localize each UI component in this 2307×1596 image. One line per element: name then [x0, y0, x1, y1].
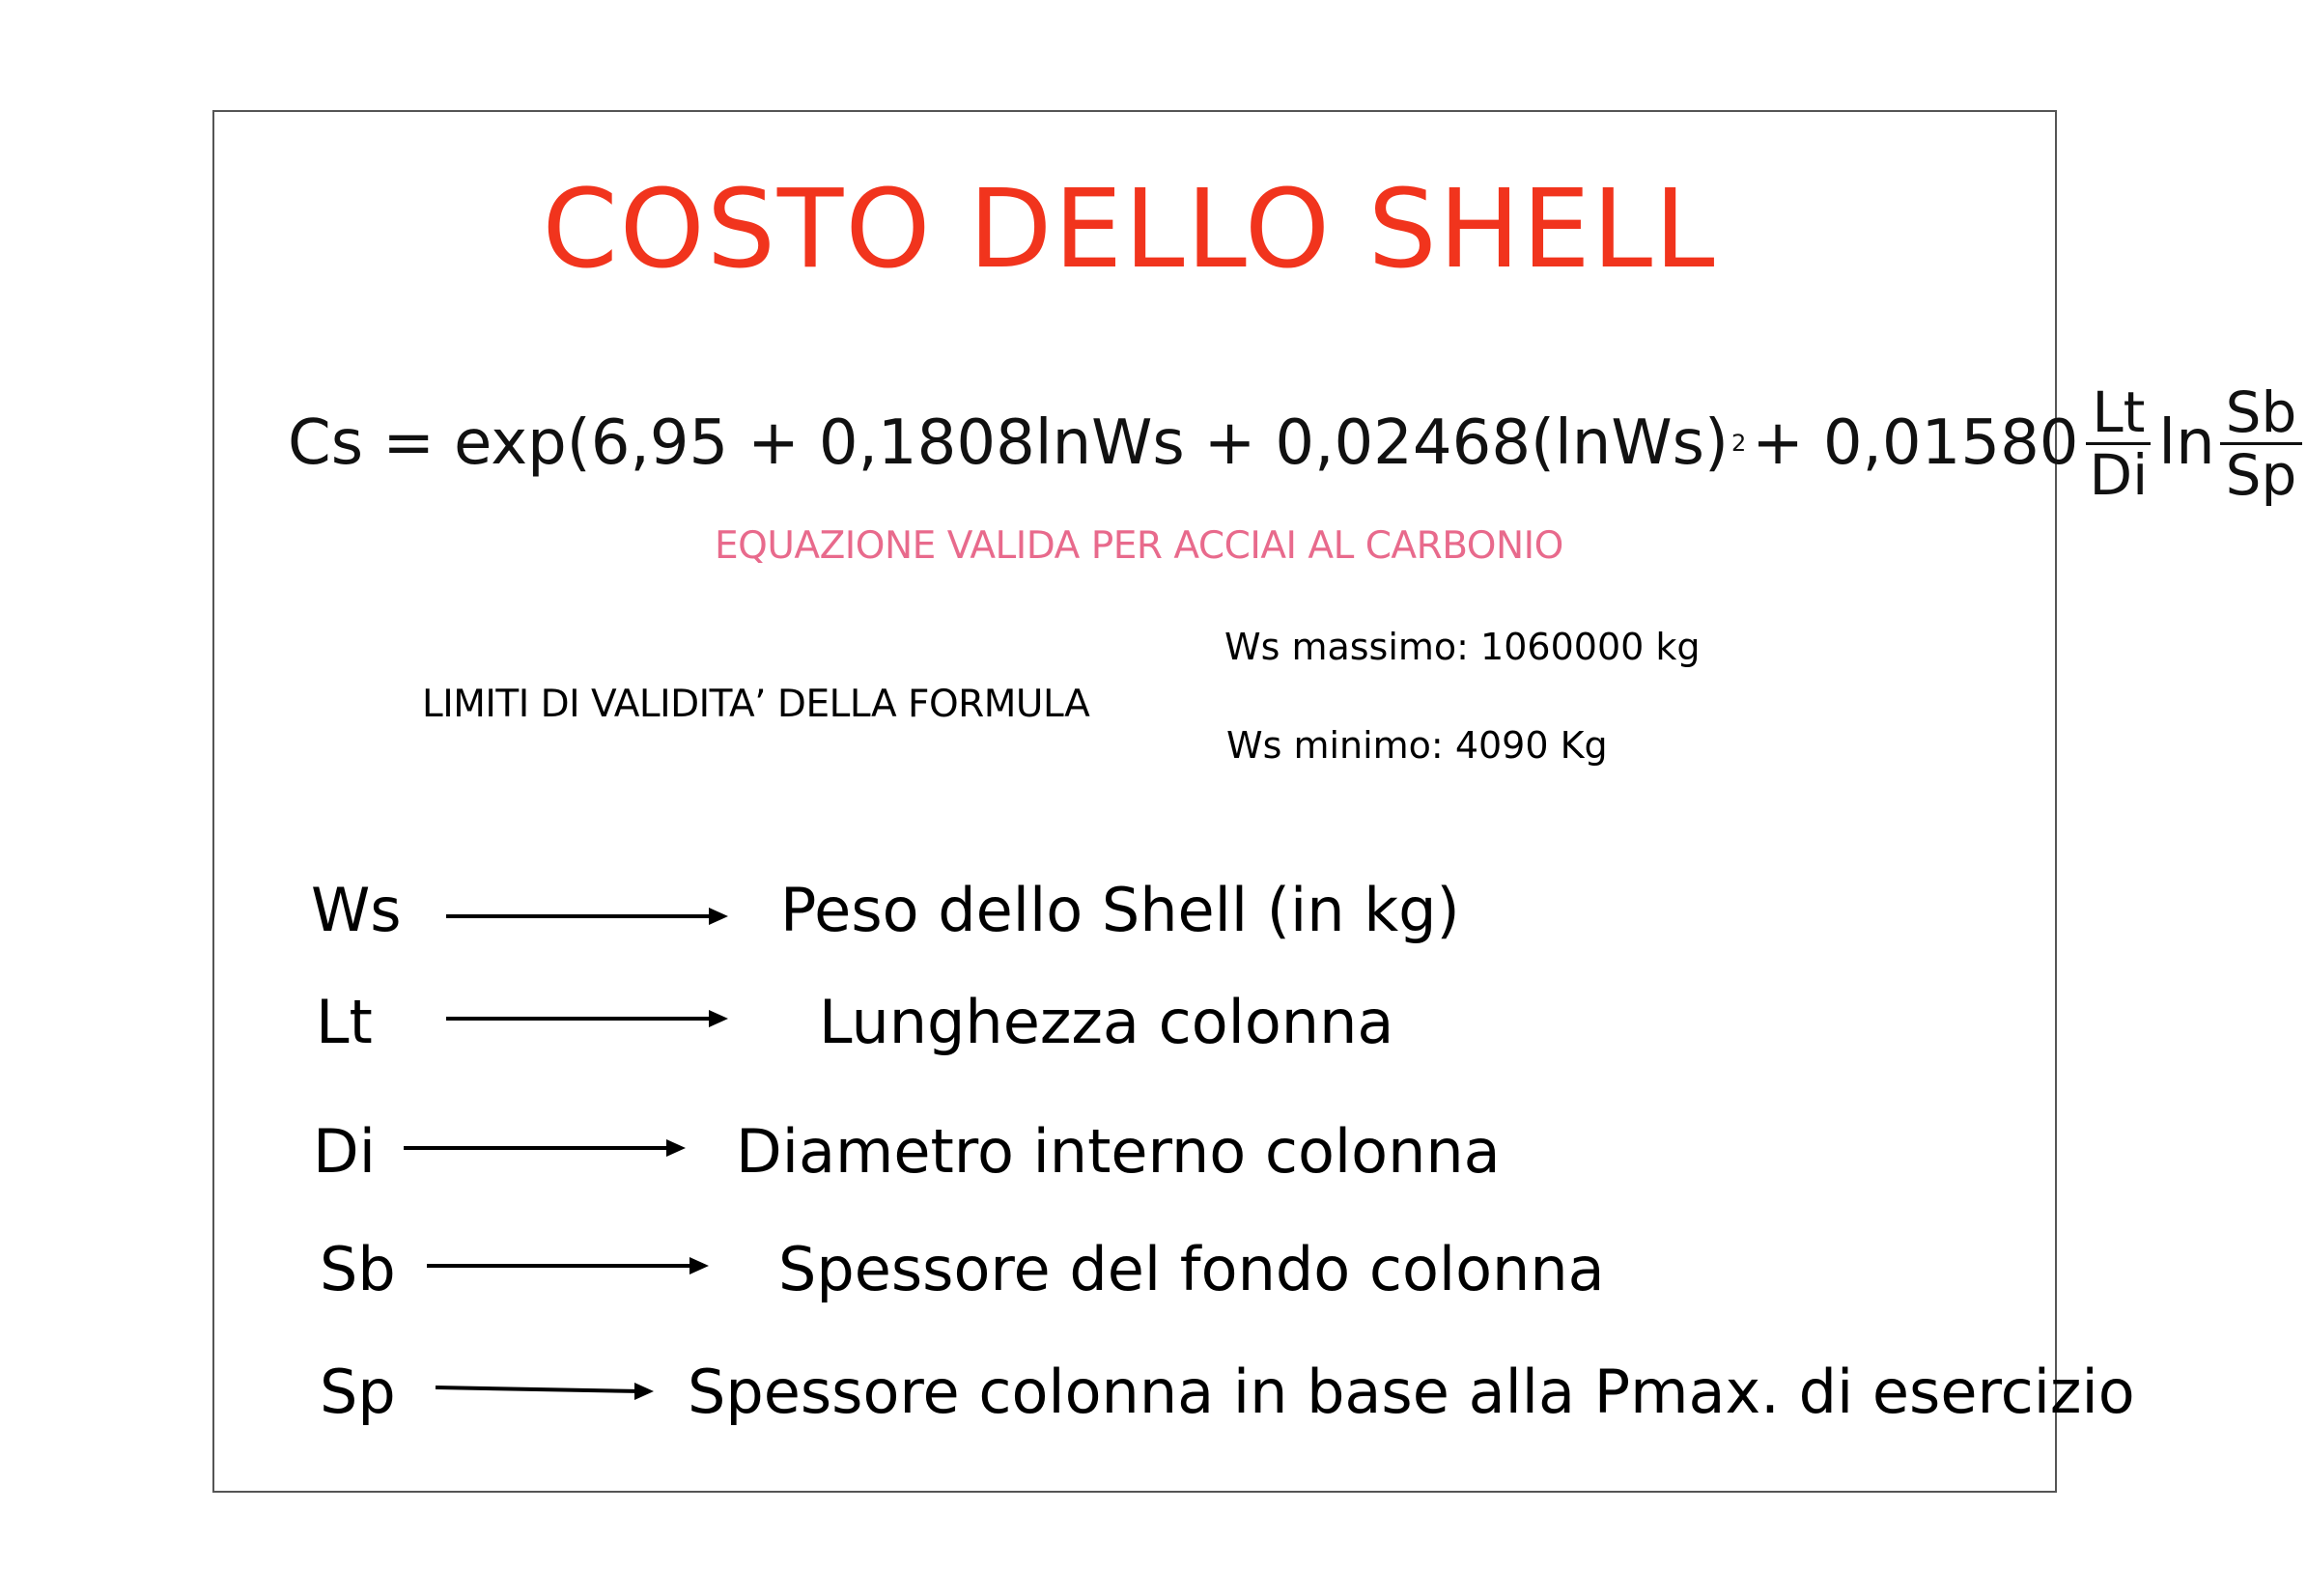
formula-term-linear: 0,1808lnWs: [818, 407, 1185, 479]
formula-plus: +: [1203, 407, 1256, 479]
formula-lhs: Cs =: [288, 407, 435, 479]
variable-description: Peso dello Shell (in kg): [780, 875, 1460, 945]
formula-term-ratio-coefficient: 0,01580: [1822, 407, 2079, 479]
arrow-icon: [436, 1376, 725, 1405]
variable-symbol: Lt: [316, 987, 373, 1057]
ws-max-limit: Ws massimo: 1060000 kg: [1224, 626, 1701, 668]
fraction-sb-sp: [2220, 378, 2303, 508]
ws-min-limit: Ws minimo: 4090 Kg: [1226, 724, 1608, 767]
variable-description: Diametro interno colonna: [736, 1116, 1501, 1187]
formula-plus: +: [747, 407, 800, 479]
fraction-numerator: Lt: [2086, 384, 2151, 445]
validity-note: EQUAZIONE VALIDA PER ACCIAI AL CARBONIO: [715, 524, 1563, 568]
formula-plus: +: [1752, 407, 1804, 479]
arrow-icon: [446, 1005, 736, 1034]
fraction-denominator: Sp: [2225, 441, 2297, 508]
cost-formula: [288, 371, 2307, 516]
arrow-icon: [446, 903, 736, 932]
fraction-numerator: Sb: [2220, 384, 2303, 445]
variable-symbol: Ws: [311, 875, 402, 945]
arrow-icon: [404, 1134, 693, 1163]
arrow-icon: [427, 1252, 717, 1281]
variable-description: Lunghezza colonna: [819, 987, 1394, 1057]
formula-paren: (: [566, 407, 591, 479]
formula-exponent: 2: [1730, 430, 1747, 457]
formula-term-constant: 6,95: [590, 407, 729, 479]
formula-ln: ln: [2158, 407, 2215, 479]
formula-term-quadratic: 0,02468(lnWs): [1275, 407, 1729, 479]
variable-description: Spessore del fondo colonna: [778, 1234, 1605, 1304]
slide-title: COSTO DELLO SHELL: [542, 167, 1717, 293]
variable-symbol: Sb: [320, 1234, 396, 1304]
variable-description: Spessore colonna in base alla Pmax. di esercizio: [688, 1357, 2135, 1427]
limits-label: LIMITI DI VALIDITA’ DELLA FORMULA: [422, 683, 1090, 726]
fraction-lt-di: [2084, 378, 2154, 508]
formula-exp-function: exp: [454, 407, 567, 479]
fraction-denominator: Di: [2089, 441, 2149, 508]
variable-symbol: Sp: [320, 1357, 396, 1427]
variable-symbol: Di: [313, 1116, 376, 1187]
